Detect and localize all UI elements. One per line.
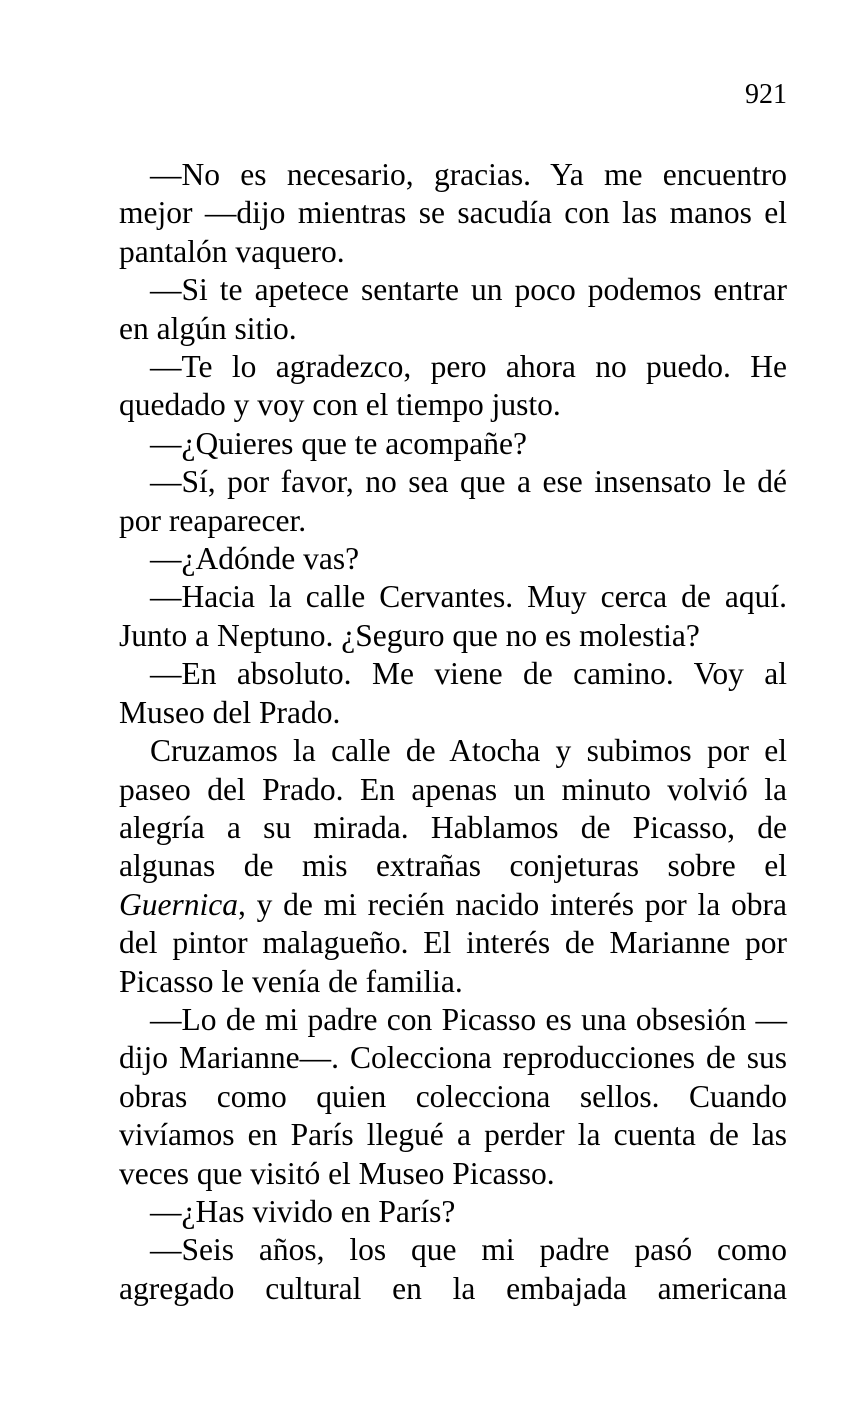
paragraph: —Seis años, los que mi padre pasó como agregado cultural en la embajada americana [119, 1232, 787, 1306]
paragraph: —Te lo agradezco, pero ahora no puedo. He quedado y voy con el tiempo justo. [119, 349, 787, 423]
paragraph [119, 732, 787, 1001]
paragraph: —¿Quieres que te acompañe? [150, 425, 527, 461]
paragraph: —Hacia la calle Cervantes. Muy cerca de aquí. Junto a Neptuno. ¿Seguro que no es molestia? [119, 579, 787, 653]
paragraph: —No es necesario, gracias. Ya me encuentro mejor —dijo mientras se sacudía con las manos el pantalón vaquero. [119, 157, 787, 269]
paragraph: —Si te apetece sentarte un poco podemos entrar en algún sitio. [119, 272, 787, 346]
body-text [119, 156, 787, 1308]
paragraph: —Lo de mi padre con Picasso es una obsesión —dijo Marianne—. Colecciona reproducciones de sus obras como quien colecciona sellos. Cuando vivíamos en París llegué a perder la cuenta de las veces que visitó el Museo Picasso. [119, 1001, 787, 1191]
paragraph: —¿Adónde vas? [150, 541, 360, 577]
paragraph-text: Cruzamos la calle de Atocha y subimos por el paseo del Prado. En apenas un minuto volvió la alegría a su mirada. Hablamos de Picasso, de algunas de mis extrañas conjeturas sobre el [119, 733, 787, 884]
italic-title: Guernica [119, 886, 238, 922]
paragraph-text: , y de mi recién nacido interés por la obra del pintor malagueño. El interés de Marianne por Picasso le venía de familia. [119, 886, 787, 999]
paragraph: —Sí, por favor, no sea que a ese insensato le dé por reaparecer. [119, 464, 787, 538]
paragraph: —En absoluto. Me viene de camino. Voy al Museo del Prado. [119, 656, 787, 730]
paragraph: —¿Has vivido en París? [150, 1193, 456, 1229]
page-number: 921 [745, 79, 787, 110]
